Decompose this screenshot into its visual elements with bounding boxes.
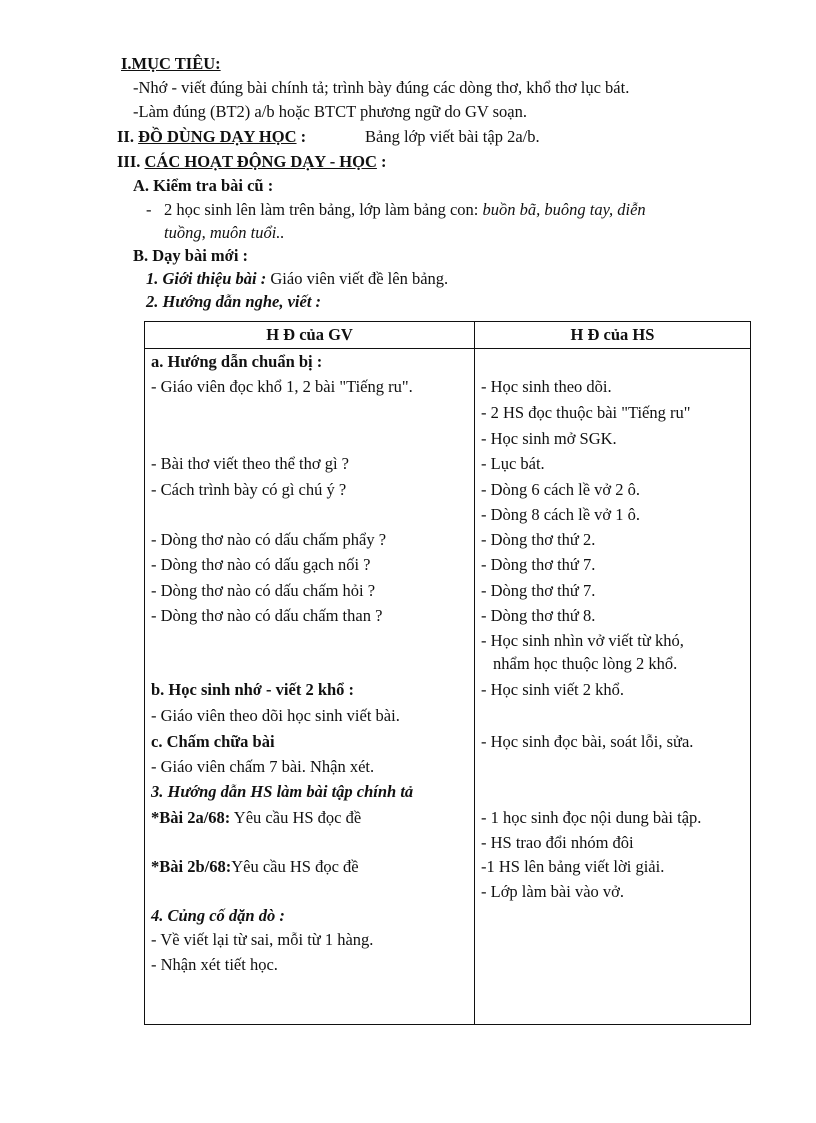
answer-semicolon: - Dòng thơ thứ 2. [481,530,596,549]
student-recite: - 2 HS đọc thuộc bài "Tiếng ru" [481,403,691,422]
part-b-heading: B. Dạy bài mới : [133,246,249,265]
wrapup-comment: - Nhận xét tiết học. [151,955,278,974]
answer-form: - Lục bát. [481,454,545,473]
student-proofread: - Học sinh đọc bài, soát lỗi, sửa. [481,732,694,751]
student-notebook: - Lớp làm bài vào vở. [481,882,624,901]
write-heading: b. Học sinh nhớ - viết 2 khổ : [151,680,355,699]
objective-1: -Nhớ - viết đúng bài chính tả; trình bày đúng các dòng thơ, khổ thơ lục bát. [133,78,630,97]
student-column-header: H Đ của HS [475,322,751,349]
guide-heading: 2. Hướng dẫn nghe, viết : [146,292,322,311]
section-1-heading: I.MỤC TIÊU: [121,54,221,73]
objective-2: -Làm đúng (BT2) a/b hoặc BTCT phương ngữ do GV soạn. [133,102,527,121]
answer-line8: - Dòng 8 cách lề vở 1 ô. [481,505,641,524]
exercise-2b: *Bài 2b/68:Yêu cầu HS đọc đề [151,857,359,876]
student-column [475,349,751,1025]
teacher-column-header: H Đ của GV [145,322,475,349]
part-a-heading: A. Kiểm tra bài cũ : [133,176,274,195]
answer-question-mark: - Dòng thơ thứ 7. [481,581,596,600]
answer-exclamation: - Dòng thơ thứ 8. [481,606,596,625]
question-layout: - Cách trình bày có gì chú ý ? [151,480,347,499]
question-question-mark: - Dòng thơ nào có dấu chấm hỏi ? [151,581,376,600]
part-a-words-continued: tuồng, muôn tuổi.. [164,223,285,242]
section-2-heading: II. ĐỒ DÙNG DẠY HỌC : [117,127,307,146]
question-semicolon: - Dòng thơ nào có dấu chấm phẩy ? [151,530,387,549]
wrapup-heading: 4. Củng cố dặn dò : [151,906,285,925]
materials-text: Bảng lớp viết bài tập 2a/b. [365,127,540,146]
exercise-2a: *Bài 2a/68: Yêu cầu HS đọc đề [151,808,362,827]
question-form: - Bài thơ viết theo thể thơ gì ? [151,454,349,473]
student-follow: - Học sinh theo dõi. [481,377,612,396]
grade-heading: c. Chấm chữa bài [151,732,275,751]
part-a-item: - 2 học sinh lên làm trên bảng, lớp làm bảng con: buồn bã, buông tay, diễn [146,200,646,219]
teacher-follow: - Giáo viên theo dõi học sinh viết bài. [151,706,400,725]
teacher-column [145,349,475,1025]
activity-table [144,321,751,1025]
student-read-exercise: - 1 học sinh đọc nội dung bài tập. [481,808,702,827]
section-3-heading: III. CÁC HOẠT ĐỘNG DẠY - HỌC : [117,152,387,171]
student-write: - Học sinh viết 2 khổ. [481,680,624,699]
prep-heading: a. Hướng dẫn chuẩn bị : [151,352,323,371]
teacher-read: - Giáo viên đọc khổ 1, 2 bài "Tiếng ru". [151,377,413,396]
intro-line: 1. Giới thiệu bài : Giáo viên viết đề lên bảng. [146,269,449,288]
exercise-heading: 3. Hướng dẫn HS làm bài tập chính tả [151,782,414,801]
student-hard-words: - Học sinh nhìn vở viết từ khó, [481,631,684,650]
question-exclamation: - Dòng thơ nào có dấu chấm than ? [151,606,383,625]
student-group: - HS trao đổi nhóm đôi [481,833,634,852]
student-board: -1 HS lên bảng viết lời giải. [481,857,665,876]
question-hyphen: - Dòng thơ nào có dấu gạch nối ? [151,555,371,574]
answer-hyphen: - Dòng thơ thứ 7. [481,555,596,574]
answer-line6: - Dòng 6 cách lề vở 2 ô. [481,480,641,499]
student-open-book: - Học sinh mở SGK. [481,429,617,448]
student-hard-words-continued: nhẩm học thuộc lòng 2 khổ. [493,654,678,673]
wrapup-review: - Về viết lại từ sai, mỗi từ 1 hàng. [151,930,374,949]
teacher-grade: - Giáo viên chấm 7 bài. Nhận xét. [151,757,375,776]
